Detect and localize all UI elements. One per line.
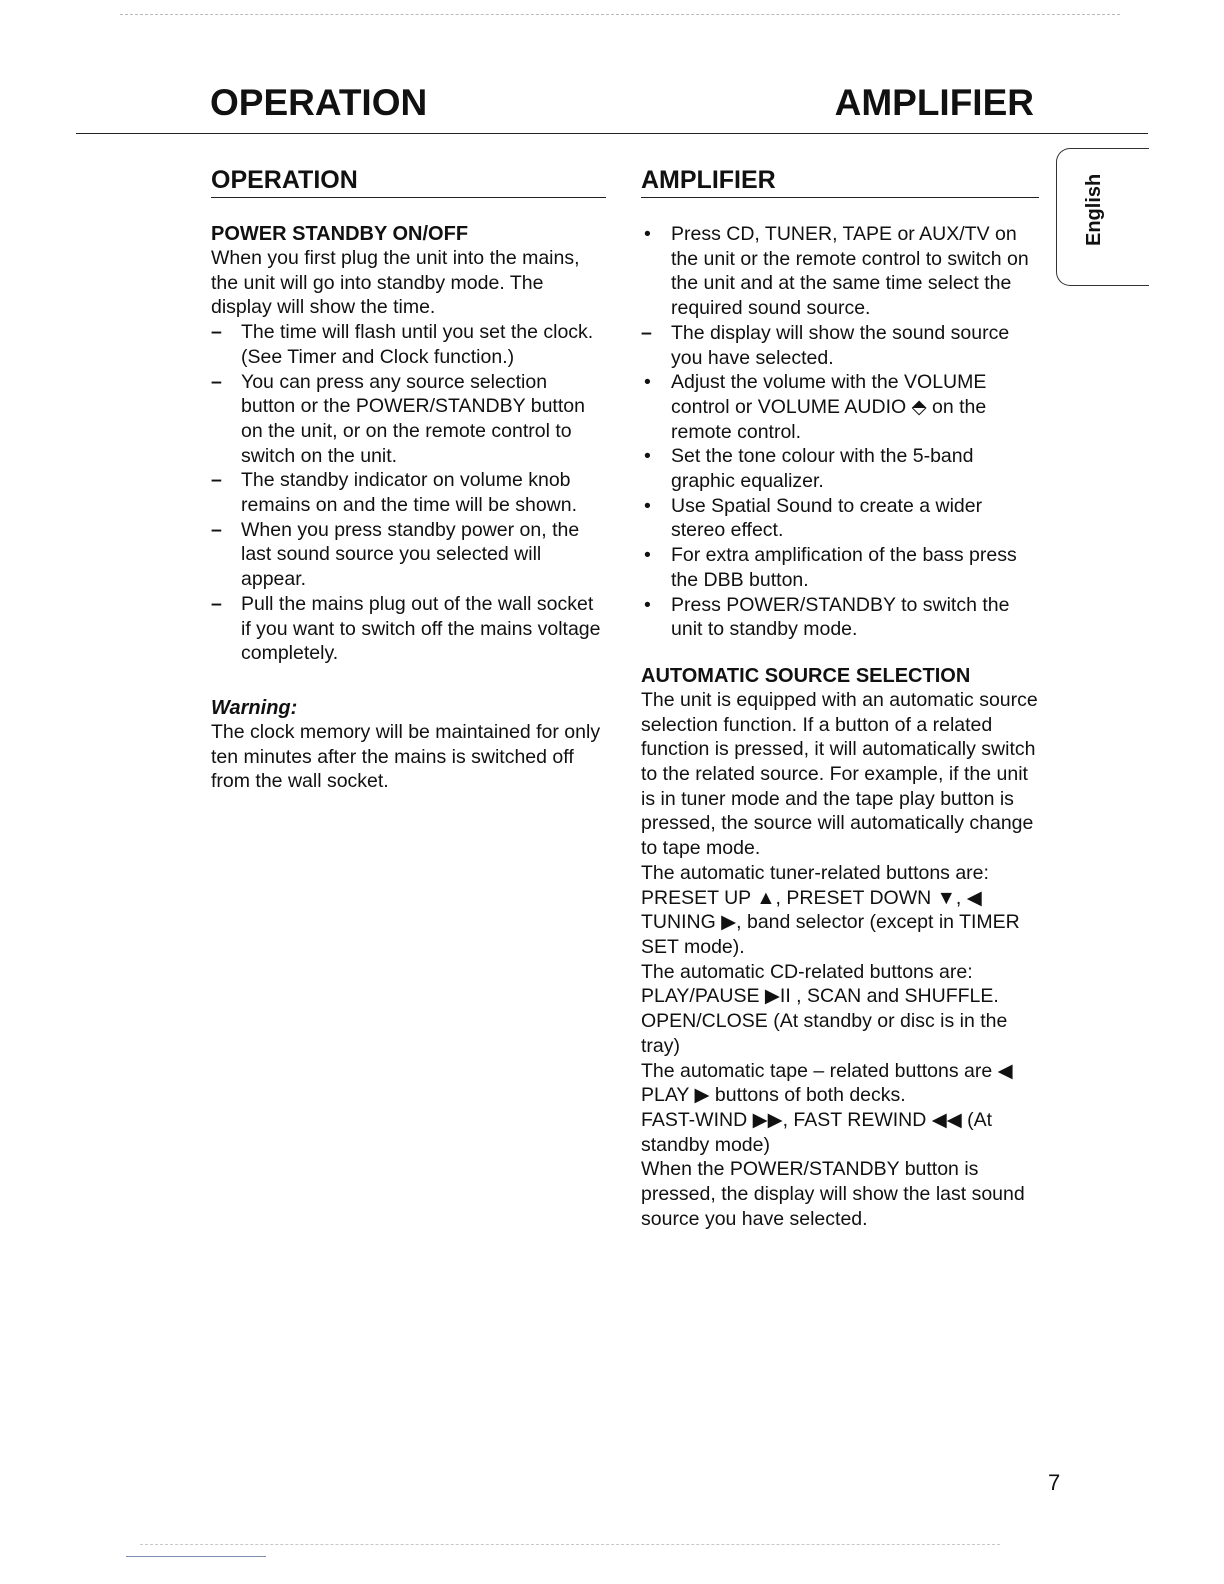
- list-item: • Press CD, TUNER, TAPE or AUX/TV on the unit or the remote control to switch on the unit and at the same time select the required sound source.: [641, 222, 1039, 321]
- list-item: – The display will show the sound source you have selected.: [641, 321, 1039, 370]
- page-header-left-title: OPERATION: [210, 82, 428, 123]
- list-item: – The time will flash until you set the clock. (See Timer and Clock function.): [211, 320, 606, 369]
- list-item: – Pull the mains plug out of the wall socket if you want to switch off the mains voltage completely.: [211, 592, 606, 666]
- scan-artifact-top: [120, 14, 1120, 16]
- page-header-right-title: AMPLIFIER: [834, 82, 1034, 123]
- auto-paragraph: The unit is equipped with an automatic source selection function. If a button of a related function is pressed, it will automatically switch to the related source. For example, if the unit is in tuner mode and the tape play button is pressed, the source will automatically change to tape mode.: [641, 688, 1038, 860]
- amplifier-column: [641, 164, 1039, 1231]
- list-item: • Press POWER/STANDBY to switch the unit to standby mode.: [641, 593, 1039, 642]
- operation-column: [211, 164, 606, 794]
- automatic-source-selection-heading: AUTOMATIC SOURCE SELECTION: [641, 664, 971, 687]
- list-item: – When you press standby power on, the last sound source you selected will appear.: [211, 518, 606, 592]
- list-item: – You can press any source selection button or the POWER/STANDBY button on the unit, or on the remote control to switch on the unit.: [211, 370, 606, 469]
- page-number: 7: [1048, 1470, 1061, 1495]
- auto-paragraph: The automatic tape – related buttons are ◀ PLAY ▶ buttons of both decks.: [641, 1059, 1013, 1107]
- auto-paragraph: When the POWER/STANDBY button is pressed, the display will show the last sound source you have selected.: [641, 1158, 1025, 1230]
- auto-paragraph: PRESET UP ▲, PRESET DOWN ▼, ◀ TUNING ▶, band selector (except in TIMER SET mode).: [641, 886, 1020, 958]
- language-tab-label: English: [1083, 173, 1105, 246]
- auto-paragraph: The automatic tuner-related buttons are:: [641, 861, 989, 884]
- warning-text: The clock memory will be maintained for only ten minutes after the mains is switched off from the wall socket.: [211, 720, 601, 793]
- list-item: • Adjust the volume with the VOLUME control or VOLUME AUDIO ⬘ on the remote control.: [641, 370, 1039, 444]
- bottom-rule: [126, 1556, 266, 1557]
- list-item: – The standby indicator on volume knob remains on and the time will be shown.: [211, 468, 606, 517]
- power-standby-list: [211, 320, 606, 666]
- list-item: • For extra amplification of the bass press the DBB button.: [641, 543, 1039, 592]
- list-item: • Set the tone colour with the 5-band graphic equalizer.: [641, 444, 1039, 493]
- list-item: • Use Spatial Sound to create a wider stereo effect.: [641, 494, 1039, 543]
- scan-artifact-bottom: [140, 1544, 1000, 1546]
- header-divider: [76, 133, 1148, 134]
- spacer: [211, 666, 606, 696]
- power-standby-intro: When you first plug the unit into the mains, the unit will go into standby mode. The display will show the time.: [211, 247, 580, 319]
- power-standby-subheading: POWER STANDBY ON/OFF: [211, 223, 469, 245]
- warning-heading: Warning:: [211, 696, 298, 719]
- auto-paragraph: FAST-WIND ▶▶, FAST REWIND ◀◀ (At standby mode): [641, 1108, 993, 1156]
- spacer: [641, 642, 1039, 664]
- amplifier-list: [641, 222, 1039, 642]
- operation-heading: OPERATION: [211, 164, 606, 198]
- auto-paragraph: PLAY/PAUSE ▶II , SCAN and SHUFFLE.: [641, 985, 999, 1008]
- auto-paragraph: OPEN/CLOSE (At standby or disc is in the tray): [641, 1010, 1008, 1057]
- auto-paragraph: The automatic CD-related buttons are:: [641, 960, 973, 983]
- amplifier-heading: AMPLIFIER: [641, 164, 1039, 198]
